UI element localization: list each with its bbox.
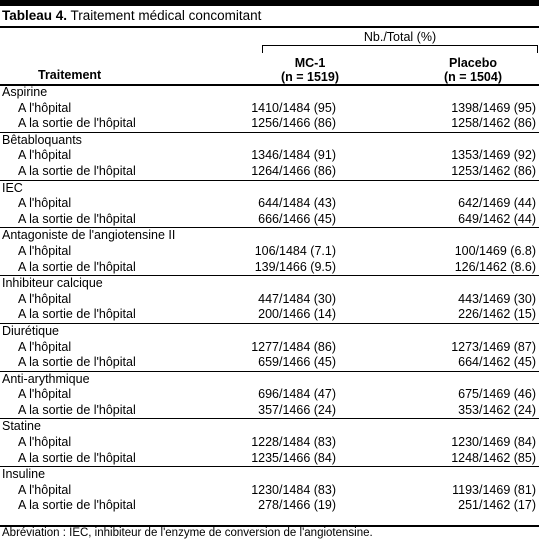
row-group	[0, 466, 539, 514]
category-label: Aspirine	[2, 85, 48, 99]
placebo-value: 1273/1469 (87)	[451, 339, 536, 354]
treatment-column-header: Traitement	[38, 68, 102, 82]
table-row	[0, 212, 539, 228]
placebo-n: (n = 1504)	[443, 70, 502, 84]
placebo-name: Placebo	[449, 56, 497, 70]
group-header: Nb./Total (%)	[363, 30, 437, 44]
table-row	[0, 260, 539, 276]
row-label: A la sortie de l'hôpital	[18, 211, 136, 226]
row-group	[0, 227, 539, 275]
placebo-value: 1193/1469 (81)	[452, 482, 536, 497]
row-group	[0, 275, 539, 323]
mc1-n: (n = 1519)	[280, 70, 339, 84]
mc1-value: 1277/1484 (86)	[251, 339, 336, 354]
mc1-column-header	[262, 56, 358, 84]
placebo-value: 675/1469 (46)	[458, 387, 536, 402]
category-label: Anti-arythmique	[2, 371, 90, 386]
mc1-value: 1264/1466 (86)	[251, 163, 336, 178]
row-label: A la sortie de l'hôpital	[18, 498, 136, 513]
row-group	[0, 180, 539, 228]
row-group	[0, 323, 539, 371]
row-label: A l'hôpital	[18, 243, 72, 258]
mc1-value: 1235/1466 (84)	[251, 450, 336, 465]
table-row	[0, 451, 539, 467]
placebo-value: 1253/1462 (86)	[451, 163, 536, 178]
table-row	[0, 498, 539, 514]
header-top-rule	[0, 26, 539, 28]
row-label: A l'hôpital	[18, 100, 72, 115]
category-label: Insuline	[2, 467, 46, 482]
table-row	[0, 196, 539, 212]
row-label: A la sortie de l'hôpital	[18, 450, 136, 465]
group-bracket	[262, 45, 538, 53]
mc1-value: 139/1466 (9.5)	[254, 259, 336, 274]
table-row	[0, 164, 539, 180]
placebo-value: 1248/1462 (85)	[451, 450, 536, 465]
placebo-value: 353/1462 (24)	[458, 402, 536, 417]
table-row	[0, 307, 539, 323]
table-body	[0, 85, 539, 514]
category-label: Bêtabloquants	[2, 132, 82, 147]
table-row	[0, 116, 539, 132]
mc1-value: 1230/1484 (83)	[251, 482, 336, 497]
mc1-value: 644/1484 (43)	[258, 196, 336, 211]
mc1-value: 200/1466 (14)	[258, 307, 336, 322]
placebo-value: 649/1462 (44)	[458, 211, 536, 226]
row-group	[0, 371, 539, 419]
category-label: Antagoniste de l'angiotensine II	[2, 228, 176, 243]
mc1-value: 666/1466 (45)	[258, 211, 336, 226]
placebo-value: 1230/1469 (84)	[451, 435, 536, 450]
placebo-value: 642/1469 (44)	[458, 196, 536, 211]
mc1-value: 1346/1484 (91)	[251, 148, 336, 163]
mc1-value: 447/1484 (30)	[258, 291, 336, 306]
table-row	[0, 387, 539, 403]
table-row	[0, 148, 539, 164]
row-label: A l'hôpital	[18, 148, 72, 163]
row-label: A l'hôpital	[18, 291, 72, 306]
table-number: Tableau 4.	[2, 8, 68, 23]
category-label: Inhibiteur calcique	[2, 276, 103, 291]
placebo-value: 100/1469 (6.8)	[454, 243, 536, 258]
row-label: A l'hôpital	[18, 387, 72, 402]
table-caption: Traitement médical concomitant	[70, 8, 262, 23]
row-label: A l'hôpital	[18, 435, 72, 450]
category-label: IEC	[2, 180, 23, 195]
table-row	[0, 355, 539, 371]
placebo-value: 1398/1469 (95)	[451, 100, 536, 115]
table-row	[0, 101, 539, 117]
table-row	[0, 244, 539, 260]
row-label: A l'hôpital	[18, 339, 72, 354]
row-label: A la sortie de l'hôpital	[18, 355, 136, 370]
row-label: A la sortie de l'hôpital	[18, 307, 136, 322]
row-label: A la sortie de l'hôpital	[18, 259, 136, 274]
top-border	[0, 0, 539, 6]
table-row	[0, 403, 539, 419]
row-label: A l'hôpital	[18, 196, 72, 211]
mc1-value: 659/1466 (45)	[258, 355, 336, 370]
row-label: A la sortie de l'hôpital	[18, 402, 136, 417]
table-row	[0, 340, 539, 356]
placebo-value: 1258/1462 (86)	[451, 116, 536, 131]
mc1-value: 1410/1484 (95)	[251, 100, 336, 115]
table-title	[2, 8, 261, 23]
table-row	[0, 483, 539, 499]
mc1-value: 1256/1466 (86)	[251, 116, 336, 131]
placebo-value: 251/1462 (17)	[458, 498, 536, 513]
row-label: A la sortie de l'hôpital	[18, 116, 136, 131]
category-label: Statine	[2, 419, 41, 434]
table-row	[0, 292, 539, 308]
placebo-column-header	[410, 56, 536, 84]
table-row	[0, 435, 539, 451]
placebo-value: 126/1462 (8.6)	[454, 259, 536, 274]
mc1-value: 357/1466 (24)	[258, 402, 336, 417]
row-group	[0, 132, 539, 180]
mc1-value: 696/1484 (47)	[258, 387, 336, 402]
placebo-value: 443/1469 (30)	[458, 291, 536, 306]
placebo-value: 226/1462 (15)	[458, 307, 536, 322]
mc1-value: 1228/1484 (83)	[251, 435, 336, 450]
footnote: Abréviation : IEC, inhibiteur de l'enzyme de conversion de l'angiotensine.	[2, 527, 373, 539]
row-group	[0, 85, 539, 132]
placebo-value: 1353/1469 (92)	[451, 148, 536, 163]
placebo-value: 664/1462 (45)	[458, 355, 536, 370]
mc1-value: 278/1466 (19)	[258, 498, 336, 513]
category-label: Diurétique	[2, 323, 59, 338]
mc1-name: MC-1	[294, 56, 326, 70]
row-label: A l'hôpital	[18, 482, 72, 497]
mc1-value: 106/1484 (7.1)	[254, 243, 336, 258]
row-group	[0, 418, 539, 466]
row-label: A la sortie de l'hôpital	[18, 163, 136, 178]
